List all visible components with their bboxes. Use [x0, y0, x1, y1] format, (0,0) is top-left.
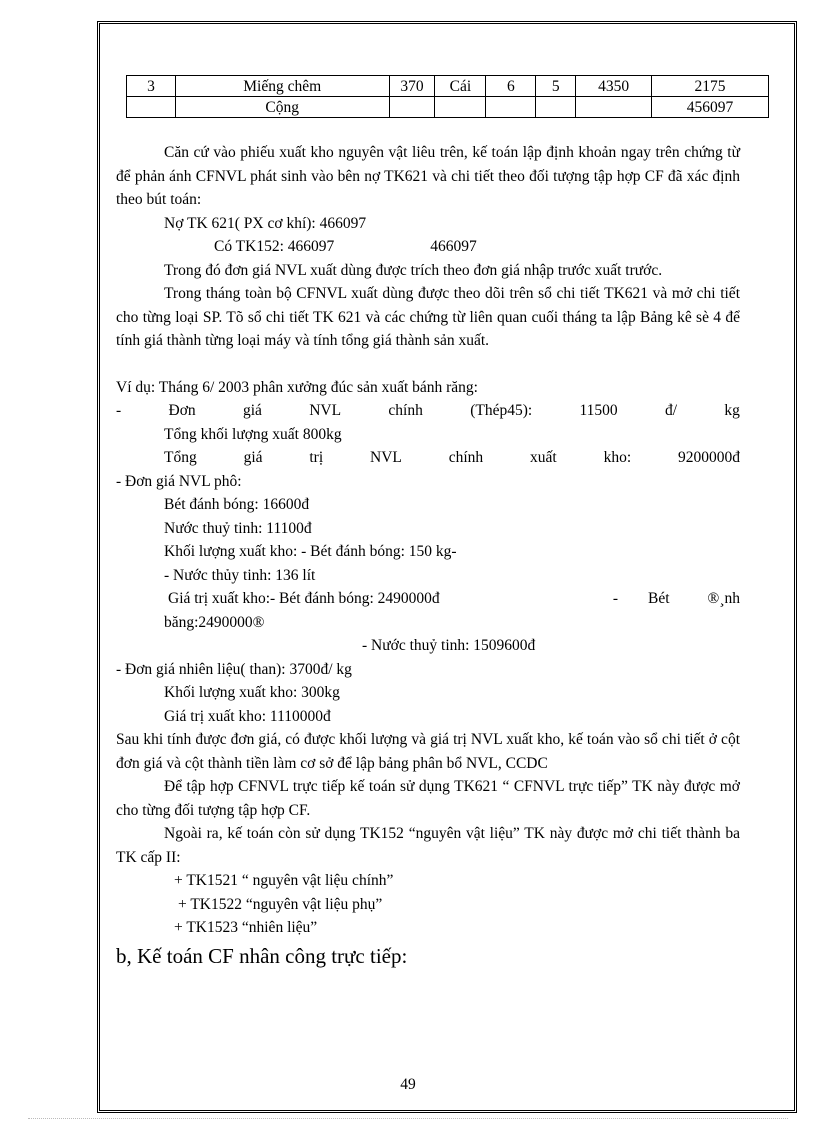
text-token: -	[612, 590, 619, 607]
text-token: (Thép45):	[470, 402, 533, 419]
table-cell: 5	[536, 76, 576, 97]
main-material-qty: Tổng khối lượng xuất 800kg	[164, 425, 342, 443]
account-1521: + TK1521 “ nguyên vật liệu chính”	[174, 872, 394, 889]
fuel-value: Giá trị xuất kho: 1110000đ	[164, 707, 331, 725]
qty-polish: Khối lượng xuất kho: - Bét đánh bóng: 150 kg-	[164, 543, 457, 560]
table-cell: 2175	[652, 76, 769, 97]
credit-entry	[116, 235, 740, 259]
text-token: giá	[242, 402, 262, 419]
value-polish-cont: băng:2490000®	[164, 613, 265, 631]
polish-price: Bét đánh bóng: 16600đ	[164, 496, 310, 513]
text-token: đ/	[665, 402, 678, 419]
account-1523: + TK1523 “nhiên liệu”	[174, 919, 318, 936]
table-cell: 4350	[576, 76, 652, 97]
document-body	[116, 75, 740, 970]
section-heading: b, Kế toán CF nhân công trực tiếp:	[116, 943, 408, 968]
text-token: chính	[388, 402, 423, 419]
table-cell	[127, 97, 176, 118]
text-token: NVL	[309, 402, 342, 419]
text-token: giá	[243, 449, 263, 466]
materials-table	[126, 75, 769, 118]
text-token: Đơn	[168, 402, 196, 419]
table-cell	[435, 97, 486, 118]
text-token: 11500	[579, 402, 618, 419]
credit-entry-value: 466097	[430, 238, 477, 255]
paragraph: Trong tháng toàn bộ CFNVL xuất dùng được theo dõi trên sổ chi tiết TK621 và mở chi tiết cho từng loại SP. Tõ sổ chi tiết TK 621 và các chứng từ liên quan cuối tháng ta lập Bảng kê sè 4 để tính giá thành từng loại máy và tính tổng giá thành sản xuất.	[116, 285, 740, 349]
table-cell: Cộng	[175, 97, 389, 118]
fuel-qty: Khối lượng xuất kho: 300kg	[164, 684, 340, 701]
main-material-price	[116, 399, 740, 423]
debit-entry: Nợ TK 621( PX cơ khí): 466097	[164, 214, 367, 232]
text-token: kg	[724, 402, 740, 419]
table-cell: Cái	[435, 76, 486, 97]
waterglass-price: Nước thuỷ tinh: 11100đ	[164, 519, 312, 537]
table-cell	[576, 97, 652, 118]
table-cell	[389, 97, 435, 118]
text-token: NVL	[370, 449, 402, 466]
qty-waterglass: - Nước thủy tinh: 136 lít	[164, 566, 316, 584]
table-cell: 6	[486, 76, 536, 97]
text-token: ®¸nh	[707, 590, 740, 607]
text-token: trị	[309, 449, 324, 466]
text-token: kho:	[603, 449, 632, 466]
table-row	[127, 76, 769, 97]
table-cell: 370	[389, 76, 435, 97]
page-number: 49	[400, 1076, 416, 1093]
paragraph: Ngoài ra, kế toán còn sử dụng TK152 “nguyên vật liệu” TK này được mở chi tiết thành ba TK cấp II:	[116, 825, 740, 866]
page-divider	[28, 1118, 788, 1119]
table-cell: 456097	[652, 97, 769, 118]
text-token: -	[116, 402, 122, 419]
paragraph: Căn cứ vào phiếu xuất kho nguyên vật liêu trên, kế toán lập định khoản ngay trên chứng từ để phản ánh CFNVL phát sinh vào bên nợ TK621 và chi tiết theo đối tượng tập hợp CF đã xác định theo bút toán:	[116, 144, 740, 208]
text-token: chính	[448, 449, 484, 466]
paragraph: Sau khi tính được đơn giá, có được khối lượng và giá trị NVL xuất kho, kế toán vào sổ chi tiết ở cột đơn giá và cột thành tiền làm cơ sở để lập bảng phân bổ NVL, CCDC	[116, 731, 740, 772]
table-cell: 3	[127, 76, 176, 97]
text-token: xuất	[530, 449, 557, 466]
value-waterglass: - Nước thuỷ tinh: 1509600đ	[362, 637, 536, 654]
paragraph: Trong đó đơn giá NVL xuất dùng được trích theo đơn giá nhập trước xuất trước.	[164, 261, 663, 279]
table-row	[127, 97, 769, 118]
main-material-total	[116, 446, 740, 470]
text-token: Bét	[648, 590, 670, 607]
sub-material-heading: - Đơn giá NVL phô:	[116, 472, 242, 490]
text-token: 9200000đ	[678, 449, 740, 466]
fuel-price: - Đơn giá nhiên liệu( than): 3700đ/ kg	[116, 660, 352, 678]
value-polish: Giá trị xuất kho:- Bét đánh bóng: 2490000đ	[168, 590, 440, 607]
table-cell	[536, 97, 576, 118]
paragraph: Để tập hợp CFNVL trực tiếp kế toán sử dụng TK621 “ CFNVL trực tiếp” TK này được mở cho từng đối tượng tập hợp CF.	[116, 778, 740, 819]
table-cell	[486, 97, 536, 118]
account-1522: + TK1522 “nguyên vật liệu phụ”	[178, 895, 383, 913]
example-heading: Ví dụ: Tháng 6/ 2003 phân xưởng đúc sản xuất bánh răng:	[116, 378, 478, 396]
text-token: Tổng	[164, 449, 197, 466]
table-cell: Miếng chêm	[175, 76, 389, 97]
credit-entry-label: Có TK152: 466097	[214, 238, 335, 255]
value-polish-line	[116, 587, 740, 611]
